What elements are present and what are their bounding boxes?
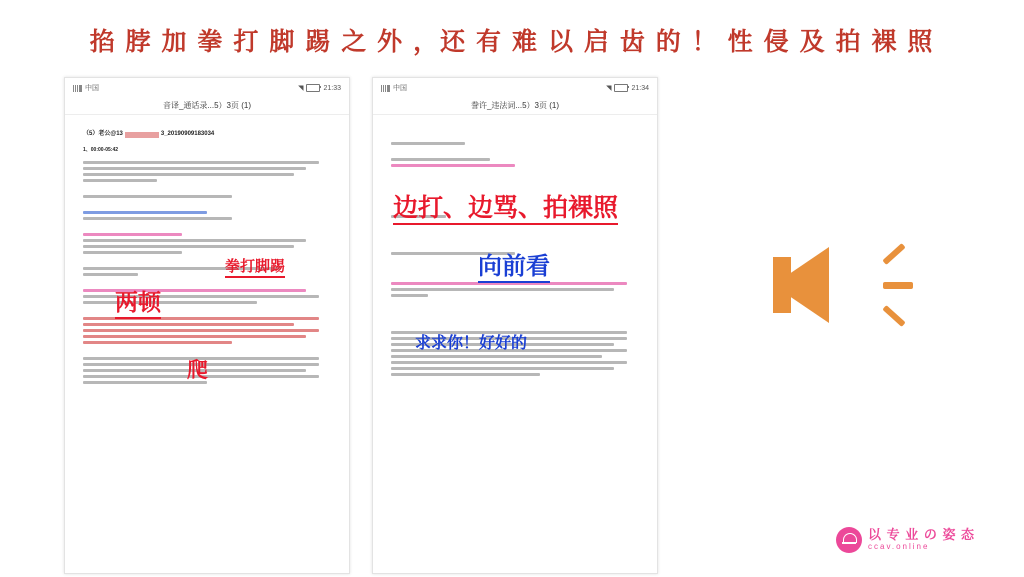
carrier-label: 中国 bbox=[85, 85, 99, 92]
text-line bbox=[83, 195, 232, 198]
sound-wave-icon bbox=[882, 243, 905, 265]
text-line bbox=[391, 361, 627, 364]
text-line bbox=[391, 294, 428, 297]
watermark-title: 以 专 业 の 姿 态 bbox=[868, 527, 976, 543]
umbrella-logo-icon bbox=[836, 527, 862, 553]
text-line bbox=[391, 288, 614, 291]
annotation-handwritten: 两顿 bbox=[115, 284, 161, 317]
document-title: 音译_通话录...5）3页 (1) bbox=[65, 96, 349, 115]
text-line-highlight bbox=[83, 323, 294, 326]
text-line-highlight bbox=[83, 211, 207, 214]
battery-icon bbox=[614, 84, 628, 92]
annotation-handwritten: 爬 bbox=[187, 358, 208, 382]
signal-icon bbox=[73, 85, 82, 92]
text-line-highlight bbox=[83, 335, 306, 338]
text-line bbox=[83, 251, 182, 254]
text-line bbox=[83, 245, 294, 248]
annotation-handwritten: 求求你！好好的 bbox=[415, 333, 528, 352]
text-line bbox=[83, 301, 257, 304]
status-bar bbox=[373, 78, 657, 96]
text-line-highlight bbox=[83, 233, 182, 236]
speaker-cone bbox=[773, 247, 829, 323]
text-line-highlight bbox=[391, 164, 515, 167]
doc-subheader: 1、00:00-05:42 bbox=[83, 147, 119, 154]
wifi-icon: ◥ bbox=[298, 85, 304, 92]
text-line bbox=[391, 367, 614, 370]
doc-header-text: （5）老公@13 bbox=[83, 131, 123, 137]
battery-icon bbox=[306, 84, 320, 92]
text-line bbox=[83, 273, 138, 276]
left-phone-screenshot bbox=[64, 77, 350, 574]
redaction-bar bbox=[125, 132, 159, 138]
signal-icon bbox=[381, 85, 390, 92]
document-body bbox=[65, 115, 349, 574]
text-line bbox=[391, 158, 490, 161]
annotation-handwritten: 拳打脚踢 bbox=[225, 255, 285, 276]
text-line bbox=[83, 179, 157, 182]
text-line-highlight bbox=[83, 341, 232, 344]
sound-wave-icon bbox=[882, 305, 905, 327]
text-line bbox=[391, 373, 540, 376]
doc-header-row bbox=[83, 129, 331, 140]
watermark bbox=[836, 527, 975, 553]
sound-wave-icon bbox=[883, 282, 913, 289]
text-line bbox=[83, 173, 294, 176]
status-bar bbox=[65, 78, 349, 96]
wifi-icon: ◥ bbox=[606, 85, 612, 92]
status-time: 21:34 bbox=[631, 84, 649, 92]
watermark-url: ccav.online bbox=[868, 541, 930, 551]
text-line bbox=[391, 355, 602, 358]
right-phone-screenshot bbox=[372, 77, 658, 574]
annotation-handwritten: 边打、边骂、拍裸照 bbox=[393, 188, 618, 224]
text-line bbox=[391, 142, 465, 145]
document-title: 誊许_违法词...5）3页 (1) bbox=[373, 96, 657, 115]
status-time: 21:33 bbox=[323, 84, 341, 92]
text-line bbox=[83, 161, 319, 164]
text-line bbox=[83, 239, 306, 242]
text-line bbox=[83, 167, 306, 170]
carrier-label: 中国 bbox=[393, 85, 407, 92]
text-line-highlight bbox=[83, 329, 319, 332]
speaker-volume-icon bbox=[773, 225, 933, 345]
doc-header-suffix: 3_20190909183034 bbox=[160, 131, 215, 137]
text-line bbox=[83, 217, 232, 220]
page-title: 掐 脖 加 拳 打 脚 踢 之 外 ，还 有 难 以 启 齿 的 ！ 性 侵 及 拍 裸 照 bbox=[89, 28, 935, 56]
annotation-handwritten: 向前看 bbox=[478, 246, 550, 281]
